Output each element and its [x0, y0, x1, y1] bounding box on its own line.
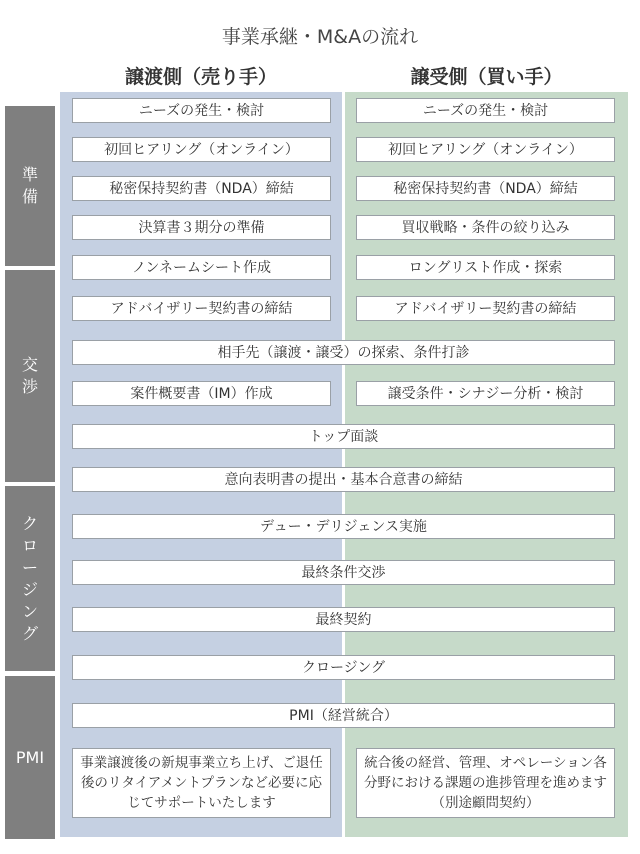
final-terms-box: 最終条件交渉	[72, 560, 615, 585]
final-contract-box: 最終契約	[72, 607, 615, 632]
top-meeting-box: トップ面談	[72, 424, 615, 449]
phase-nego-label: 交渉	[21, 355, 38, 396]
phase-nego	[5, 270, 55, 482]
buyer-advisory-box: アドバイザリー契約書の締結	[356, 296, 615, 321]
buyer-longlist-box: ロングリスト作成・探索	[356, 255, 615, 280]
phase-prep	[5, 106, 55, 266]
buyer-column-header: 譲受側（買い手）	[410, 66, 563, 88]
buyer-pmi-box: 統合後の経営、管理、オペレーション各分野における課題の進捗管理を進めます（別途顧問契約）	[356, 748, 615, 818]
phase-prep-label: 準備	[21, 165, 38, 206]
buyer-nda-box: 秘密保持契約書（NDA）締結	[356, 176, 615, 201]
diagram-title: 事業承継・M&Aの流れ	[221, 26, 419, 48]
seller-advisory-box: アドバイザリー契約書の締結	[72, 296, 331, 321]
phase-closing	[5, 486, 55, 671]
seller-hearing-box: 初回ヒアリング（オンライン）	[72, 137, 331, 162]
buyer-strategy-box: 買収戦略・条件の絞り込み	[356, 215, 615, 240]
seller-pmi-box: 事業譲渡後の新規事業立ち上げ、ご退任後のリタイアメントプランなど必要に応じてサポートいたします	[72, 748, 331, 818]
dd-box: デュー・デリジェンス実施	[72, 514, 615, 539]
seller-financial-box: 決算書３期分の準備	[72, 215, 331, 240]
phase-pmi	[5, 676, 55, 839]
closing-box: クロージング	[72, 655, 615, 680]
pmi-box: PMI（経営統合）	[72, 703, 615, 728]
seller-nda-box: 秘密保持契約書（NDA）締結	[72, 176, 331, 201]
seller-column-header: 譲渡側（売り手）	[124, 66, 277, 88]
buyer-needs-box: ニーズの発生・検討	[356, 98, 615, 123]
phase-closing-label: クロージング	[21, 513, 38, 643]
phase-pmi-label: PMI	[15, 747, 45, 767]
seller-needs-box: ニーズの発生・検討	[72, 98, 331, 123]
loi-box: 意向表明書の提出・基本合意書の締結	[72, 467, 615, 492]
seller-noname-box: ノンネームシート作成	[72, 255, 331, 280]
search-box: 相手先（譲渡・譲受）の探索、条件打診	[72, 340, 615, 365]
seller-im-box: 案件概要書（IM）作成	[72, 381, 331, 406]
buyer-synergy-box: 譲受条件・シナジー分析・検討	[356, 381, 615, 406]
buyer-hearing-box: 初回ヒアリング（オンライン）	[356, 137, 615, 162]
